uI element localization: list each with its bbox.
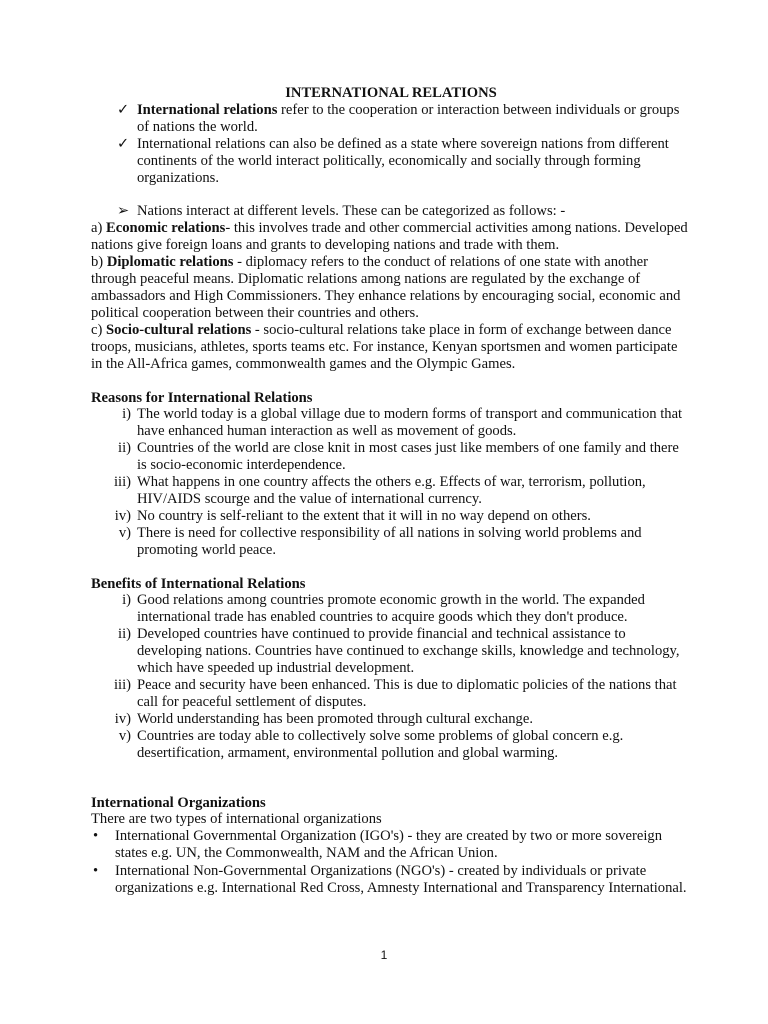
arrow-bullet-icon: ➢ (117, 203, 130, 220)
organization-item (91, 828, 691, 862)
reasons-item (91, 406, 691, 440)
reasons-item (91, 474, 691, 508)
reasons-item (91, 440, 691, 474)
item-text: There is need for collective responsibility of all nations in solving world problems and promoting world peace. (137, 524, 642, 558)
benefits-item (91, 677, 691, 711)
item-text: World understanding has been promoted through cultural exchange. (137, 710, 533, 727)
level-text: - diplomacy refers to the conduct of relations of one state with another through peaceful means. Diplomatic relations among nations are regulated by the exchange of ambassadors and High Commissioners. They enhance relations by encouraging social, economic and political cooperation between their countries and others. (91, 254, 681, 321)
item-number: iv) (114, 710, 131, 727)
document-page (91, 85, 691, 897)
intro-point-1 (91, 102, 691, 136)
level-prefix: c) (91, 321, 106, 338)
item-text: Good relations among countries promote economic growth in the world. The expanded international trade has enabled countries to acquire goods which they don't produce. (137, 592, 645, 626)
bullet-icon: • (93, 862, 99, 879)
item-number: v) (118, 727, 131, 744)
level-name: Diplomatic relations (106, 254, 234, 271)
benefits-heading: Benefits of International Relations (91, 575, 306, 592)
benefits-item (91, 711, 691, 728)
organization-item (91, 863, 691, 897)
intro-point-bold: International relations (137, 101, 278, 118)
check-icon: ✓ (117, 101, 130, 118)
arrow-point (91, 203, 691, 220)
item-text: Developed countries have continued to provide financial and technical assistance to developing nations. Countries have continued to exchange skills, knowledge and technology, which have speeded up industrial development. (137, 626, 680, 677)
item-text: Countries are today able to collectively solve some problems of global concern e.g. desertification, armament, environmental pollution and global warming. (137, 727, 624, 761)
intro-point-text: refer to the cooperation or interaction between individuals or groups of nations the world. (137, 101, 680, 135)
item-text: Peace and security have been enhanced. This is due to diplomatic policies of the nations that call for peaceful settlement of disputes. (137, 677, 677, 710)
level-name: Socio-cultural relations (106, 321, 252, 338)
item-number: i) (122, 406, 131, 423)
check-icon: ✓ (117, 135, 130, 152)
item-text: No country is self-reliant to the extent that it will in no way depend on others. (137, 507, 591, 524)
level-economic (91, 220, 691, 254)
item-number: iii) (113, 677, 131, 693)
level-text: - this involves trade and other commercial activities among nations. Developed nations give foreign loans and grants to developing nations and trade with them. (91, 220, 688, 254)
item-number: ii) (118, 626, 131, 643)
item-text: International Governmental Organization (IGO's) - they are created by two or more sovereign states e.g. UN, the Commonwealth, NAM and the African Union. (115, 828, 662, 862)
item-number: iv) (114, 507, 131, 524)
item-text: The world today is a global village due to modern forms of transport and communication that have enhanced human interaction as well as movement of goods. (137, 406, 683, 440)
item-number: v) (118, 524, 131, 541)
reasons-item (91, 508, 691, 525)
level-prefix: a) (91, 220, 106, 237)
page-title: INTERNATIONAL RELATIONS (285, 85, 497, 101)
bullet-icon: • (93, 828, 99, 845)
organizations-heading: International Organizations (91, 794, 266, 811)
level-text: - socio-cultural relations take place in form of exchange between dance troops, musicians, athletes, sports teams etc. For instance, Kenyan sportsmen and women participate in the All-Africa games, commonwealth games and the Olympic Games. (91, 321, 678, 372)
item-number: ii) (118, 440, 131, 457)
item-text: What happens in one country affects the others e.g. Effects of war, terrorism, pollution, HIV/AIDS scourge and the value of international currency. (137, 474, 646, 507)
item-text: International Non-Governmental Organizations (NGO's) - created by individuals or private organizations e.g. International Red Cross, Amnesty International and Transparency International. (115, 862, 687, 896)
item-text: Countries of the world are close knit in most cases just like members of one family and there is socio-economic interdependence. (137, 440, 679, 474)
benefits-item (91, 626, 691, 677)
benefits-item (91, 728, 691, 762)
benefits-item (91, 592, 691, 626)
item-number: i) (122, 592, 131, 609)
level-socio-cultural (91, 322, 691, 373)
reasons-item (91, 525, 691, 559)
level-prefix: b) (91, 254, 107, 271)
page-number: 1 (380, 948, 388, 962)
level-name: Economic relations (106, 220, 226, 237)
level-diplomatic (91, 254, 691, 322)
arrow-point-text: Nations interact at different levels. These can be categorized as follows: - (137, 203, 566, 220)
organizations-intro: There are two types of international organizations (91, 811, 382, 828)
intro-point-text: International relations can also be defined as a state where sovereign nations from different continents of the world interact politically, economically and socially through forming organizations. (137, 135, 669, 186)
reasons-heading: Reasons for International Relations (91, 389, 313, 406)
intro-point-2 (91, 136, 691, 187)
item-number: iii) (113, 474, 131, 491)
